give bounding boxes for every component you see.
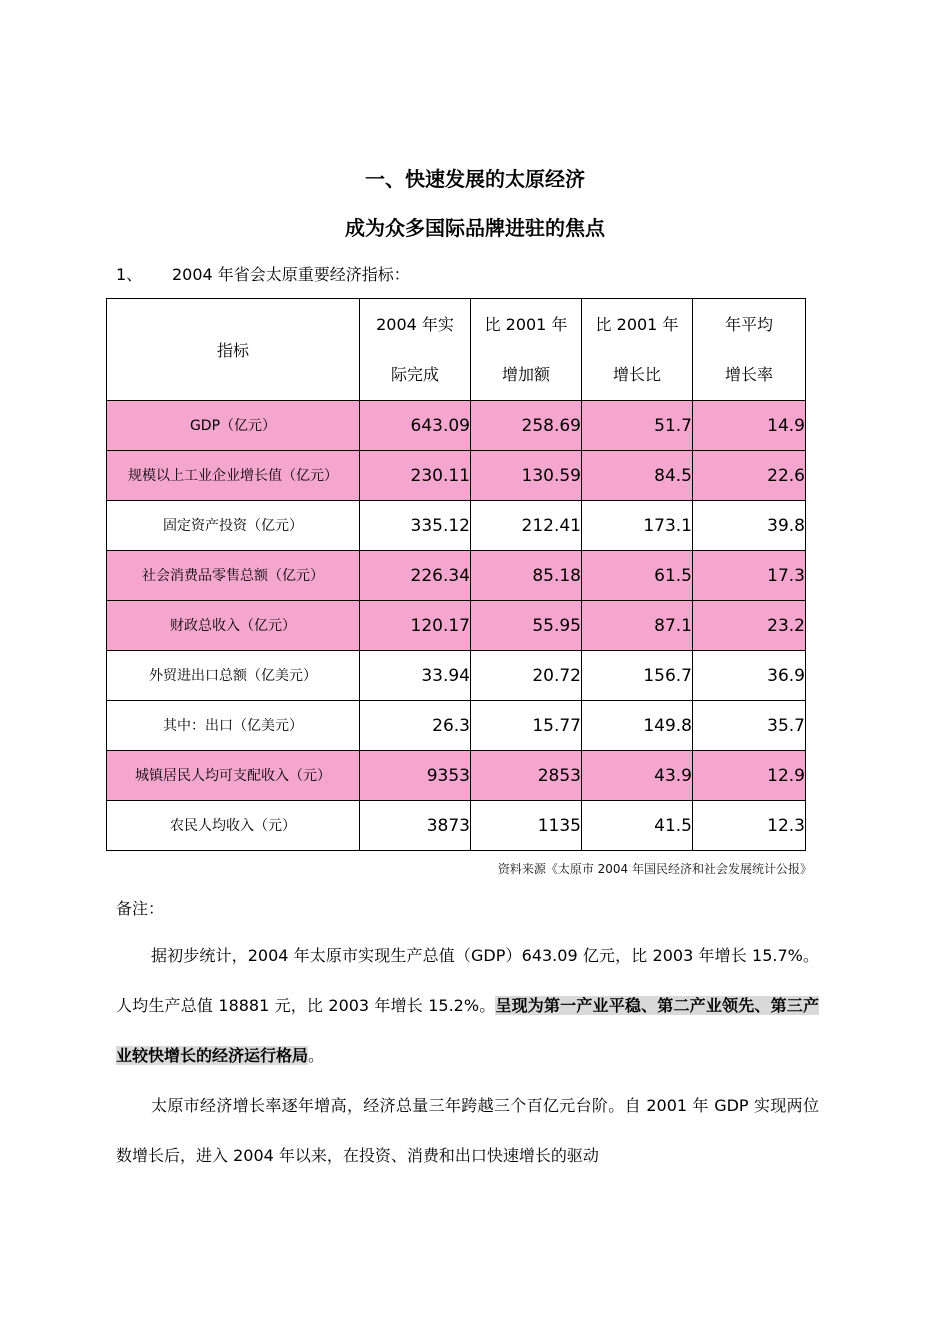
row-actual: 120.17 <box>360 601 471 651</box>
row-growth: 61.5 <box>582 551 693 601</box>
table-row <box>107 801 806 851</box>
table-row <box>107 751 806 801</box>
row-increase: 85.18 <box>471 551 582 601</box>
header-growth-line2: 增长比 <box>612 364 661 384</box>
section-heading <box>116 262 410 285</box>
highlighted-phrase: 呈现为第一产业平稳、第二产业领先、第三产业较快增长的经济运行格局 <box>116 996 819 1065</box>
section-number: 1、 <box>116 265 143 284</box>
row-avg: 36.9 <box>693 651 806 701</box>
row-actual: 230.11 <box>360 451 471 501</box>
row-name: 固定资产投资（亿元） <box>107 501 360 551</box>
header-avg-line2: 增长率 <box>724 364 773 384</box>
row-name: 其中：出口（亿美元） <box>107 701 360 751</box>
row-actual: 335.12 <box>360 501 471 551</box>
row-increase: 130.59 <box>471 451 582 501</box>
row-name: 财政总收入（亿元） <box>107 601 360 651</box>
row-avg: 22.6 <box>693 451 806 501</box>
row-growth: 149.8 <box>582 701 693 751</box>
row-name: GDP（亿元） <box>107 401 360 451</box>
note-paragraph-1 <box>116 931 819 1081</box>
row-growth: 156.7 <box>582 651 693 701</box>
title-line-2: 成为众多国际品牌进驻的焦点 <box>345 216 605 240</box>
row-growth: 41.5 <box>582 801 693 851</box>
row-name: 城镇居民人均可支配收入（元） <box>107 751 360 801</box>
row-avg: 14.9 <box>693 401 806 451</box>
table-row <box>107 651 806 701</box>
table-row <box>107 501 806 551</box>
table-row <box>107 401 806 451</box>
header-indicator-label: 指标 <box>216 341 249 360</box>
table-row <box>107 551 806 601</box>
row-avg: 12.9 <box>693 751 806 801</box>
row-name: 社会消费品零售总额（亿元） <box>107 551 360 601</box>
row-name: 农民人均收入（元） <box>107 801 360 851</box>
row-increase: 1135 <box>471 801 582 851</box>
row-name: 外贸进出口总额（亿美元） <box>107 651 360 701</box>
section-heading-text: 2004 年省会太原重要经济指标： <box>172 265 410 284</box>
header-growth <box>582 299 693 401</box>
row-growth: 43.9 <box>582 751 693 801</box>
note-label: 备注： <box>116 899 165 918</box>
row-avg: 12.3 <box>693 801 806 851</box>
row-increase: 212.41 <box>471 501 582 551</box>
header-avg-growth <box>693 299 806 401</box>
paragraph-1-tail: 。 <box>308 1046 325 1065</box>
row-growth: 173.1 <box>582 501 693 551</box>
row-avg: 35.7 <box>693 701 806 751</box>
row-name: 规模以上工业企业增长值（亿元） <box>107 451 360 501</box>
header-indicator <box>107 299 360 401</box>
table-row <box>107 701 806 751</box>
row-avg: 39.8 <box>693 501 806 551</box>
row-growth: 87.1 <box>582 601 693 651</box>
row-actual: 26.3 <box>360 701 471 751</box>
source-citation: 资料来源《太原市 2004 年国民经济和社会发展统计公报》 <box>497 862 812 876</box>
header-actual <box>360 299 471 401</box>
header-actual-line2: 际完成 <box>390 364 439 384</box>
row-increase: 258.69 <box>471 401 582 451</box>
row-growth: 84.5 <box>582 451 693 501</box>
row-increase: 2853 <box>471 751 582 801</box>
header-increase-line1: 比 2001 年 <box>484 314 568 334</box>
table-row <box>107 451 806 501</box>
row-increase: 55.95 <box>471 601 582 651</box>
row-actual: 9353 <box>360 751 471 801</box>
header-avg-line1: 年平均 <box>724 314 773 334</box>
table-header-row <box>107 299 806 401</box>
row-increase: 20.72 <box>471 651 582 701</box>
paragraph-1-text: 据初步统计，2004 年太原市实现生产总值（GDP）643.09 亿元，比 2003 年增长 15.7%。人均生产总值 18881 元，比 2003 年增长 15.2%。 <box>116 946 819 1015</box>
header-growth-line1: 比 2001 年 <box>595 314 679 334</box>
note-paragraph-2: 太原市经济增长率逐年增高，经济总量三年跨越三个百亿元台阶。自 2001 年 GDP 实现两位数增长后，进入 2004 年以来，在投资、消费和出口快速增长的驱动 <box>116 1096 819 1165</box>
economic-indicators-table <box>106 298 806 851</box>
header-increase <box>471 299 582 401</box>
title-line-1: 一、快速发展的太原经济 <box>365 167 585 191</box>
header-increase-line2: 增加额 <box>501 364 550 384</box>
row-growth: 51.7 <box>582 401 693 451</box>
row-actual: 643.09 <box>360 401 471 451</box>
row-increase: 15.77 <box>471 701 582 751</box>
row-actual: 226.34 <box>360 551 471 601</box>
table-row <box>107 601 806 651</box>
header-actual-line1: 2004 年实 <box>376 314 454 334</box>
row-avg: 23.2 <box>693 601 806 651</box>
row-avg: 17.3 <box>693 551 806 601</box>
row-actual: 33.94 <box>360 651 471 701</box>
row-actual: 3873 <box>360 801 471 851</box>
